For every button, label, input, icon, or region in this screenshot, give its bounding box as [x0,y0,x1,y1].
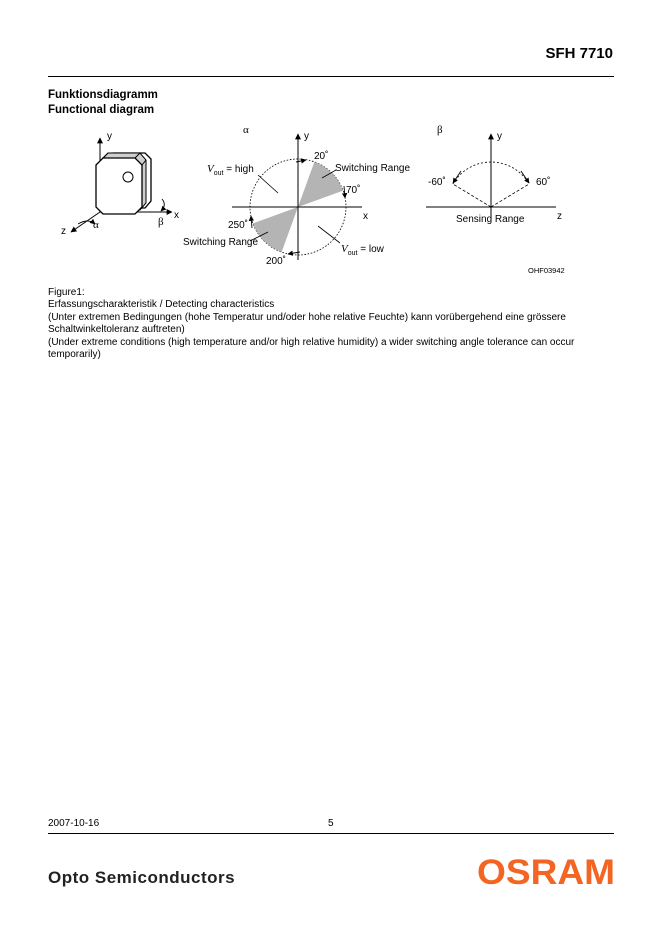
switching-sector-lower [253,207,298,252]
footer-rule [48,833,614,834]
angle-70-label: 70˚ [346,185,361,196]
caption-line-5: (Under extreme conditions (high temperature and/or high relative humidity) a wider switching angle tolerance can occur [48,336,575,348]
caption-line-3: (Unter extremen Bedingungen (hohe Temperatur und/oder hohe relative Feuchte) kann vorübergehend eine grössere [48,311,566,323]
arrow-60 [521,171,529,183]
leader-vout-low [318,226,340,243]
section-heading-en: Functional diagram [48,104,155,116]
sensing-range-label: Sensing Range [456,214,525,225]
angle-250-label: 250˚ [228,220,249,231]
osram-logo-text: OSRAM [477,853,615,891]
caption-line-6: temporarily) [48,349,101,361]
vout-low-label: $V_{out}$ = low [341,243,384,257]
caption-line-4: Schaltwinkeltoleranz auftreten) [48,324,185,336]
arrow-250 [251,216,252,228]
alpha-x-label: x [363,211,368,222]
package-sketch [61,131,179,237]
angle-60-label: 60˚ [536,177,551,188]
footer-date: 2007-10-16 [48,818,100,829]
angle-neg60-label: -60˚ [428,177,446,188]
page-number: 5 [328,818,334,829]
figure-code: OHF03942 [528,266,565,275]
arrow-neg60 [453,171,461,183]
vout-high-label: $V_{out}$ = high [207,163,254,177]
caption-line-2: Erfassungscharakteristik / Detecting characteristics [48,299,275,311]
caption-line-1: Figure1: [48,287,85,298]
beta-diagram [426,124,562,225]
angle-200-label: 200˚ [266,256,287,267]
leader-vout-high [258,175,278,193]
angle-20-label: 20˚ [314,151,329,162]
osram-logo [474,851,616,891]
beta-z-label: z [557,211,562,222]
alpha-y-label: y [304,131,309,142]
switching-range-label-2: Switching Range [183,237,259,248]
beta-title: β [437,124,443,136]
arrow-70 [344,186,345,198]
functional-diagram [0,0,662,290]
figure-caption [48,287,618,361]
section-heading-de: Funktionsdiagramm [48,89,158,101]
left-y-label: y [107,131,112,142]
left-x-label: x [174,210,179,221]
division-name: Opto Semiconductors [48,868,236,887]
beta-rotation-arrow [161,199,164,211]
package-front [96,158,142,214]
sensing-edge-left [453,184,491,207]
left-alpha-label: α [93,219,99,231]
alpha-diagram [183,124,565,275]
alpha-title: α [243,124,249,136]
left-z-label: z [61,226,66,237]
left-beta-label: β [158,216,164,228]
product-title: SFH 7710 [545,45,613,62]
beta-y-label: y [497,131,502,142]
switching-range-label-1: Switching Range [335,163,411,174]
sensing-edge-right [491,184,529,207]
